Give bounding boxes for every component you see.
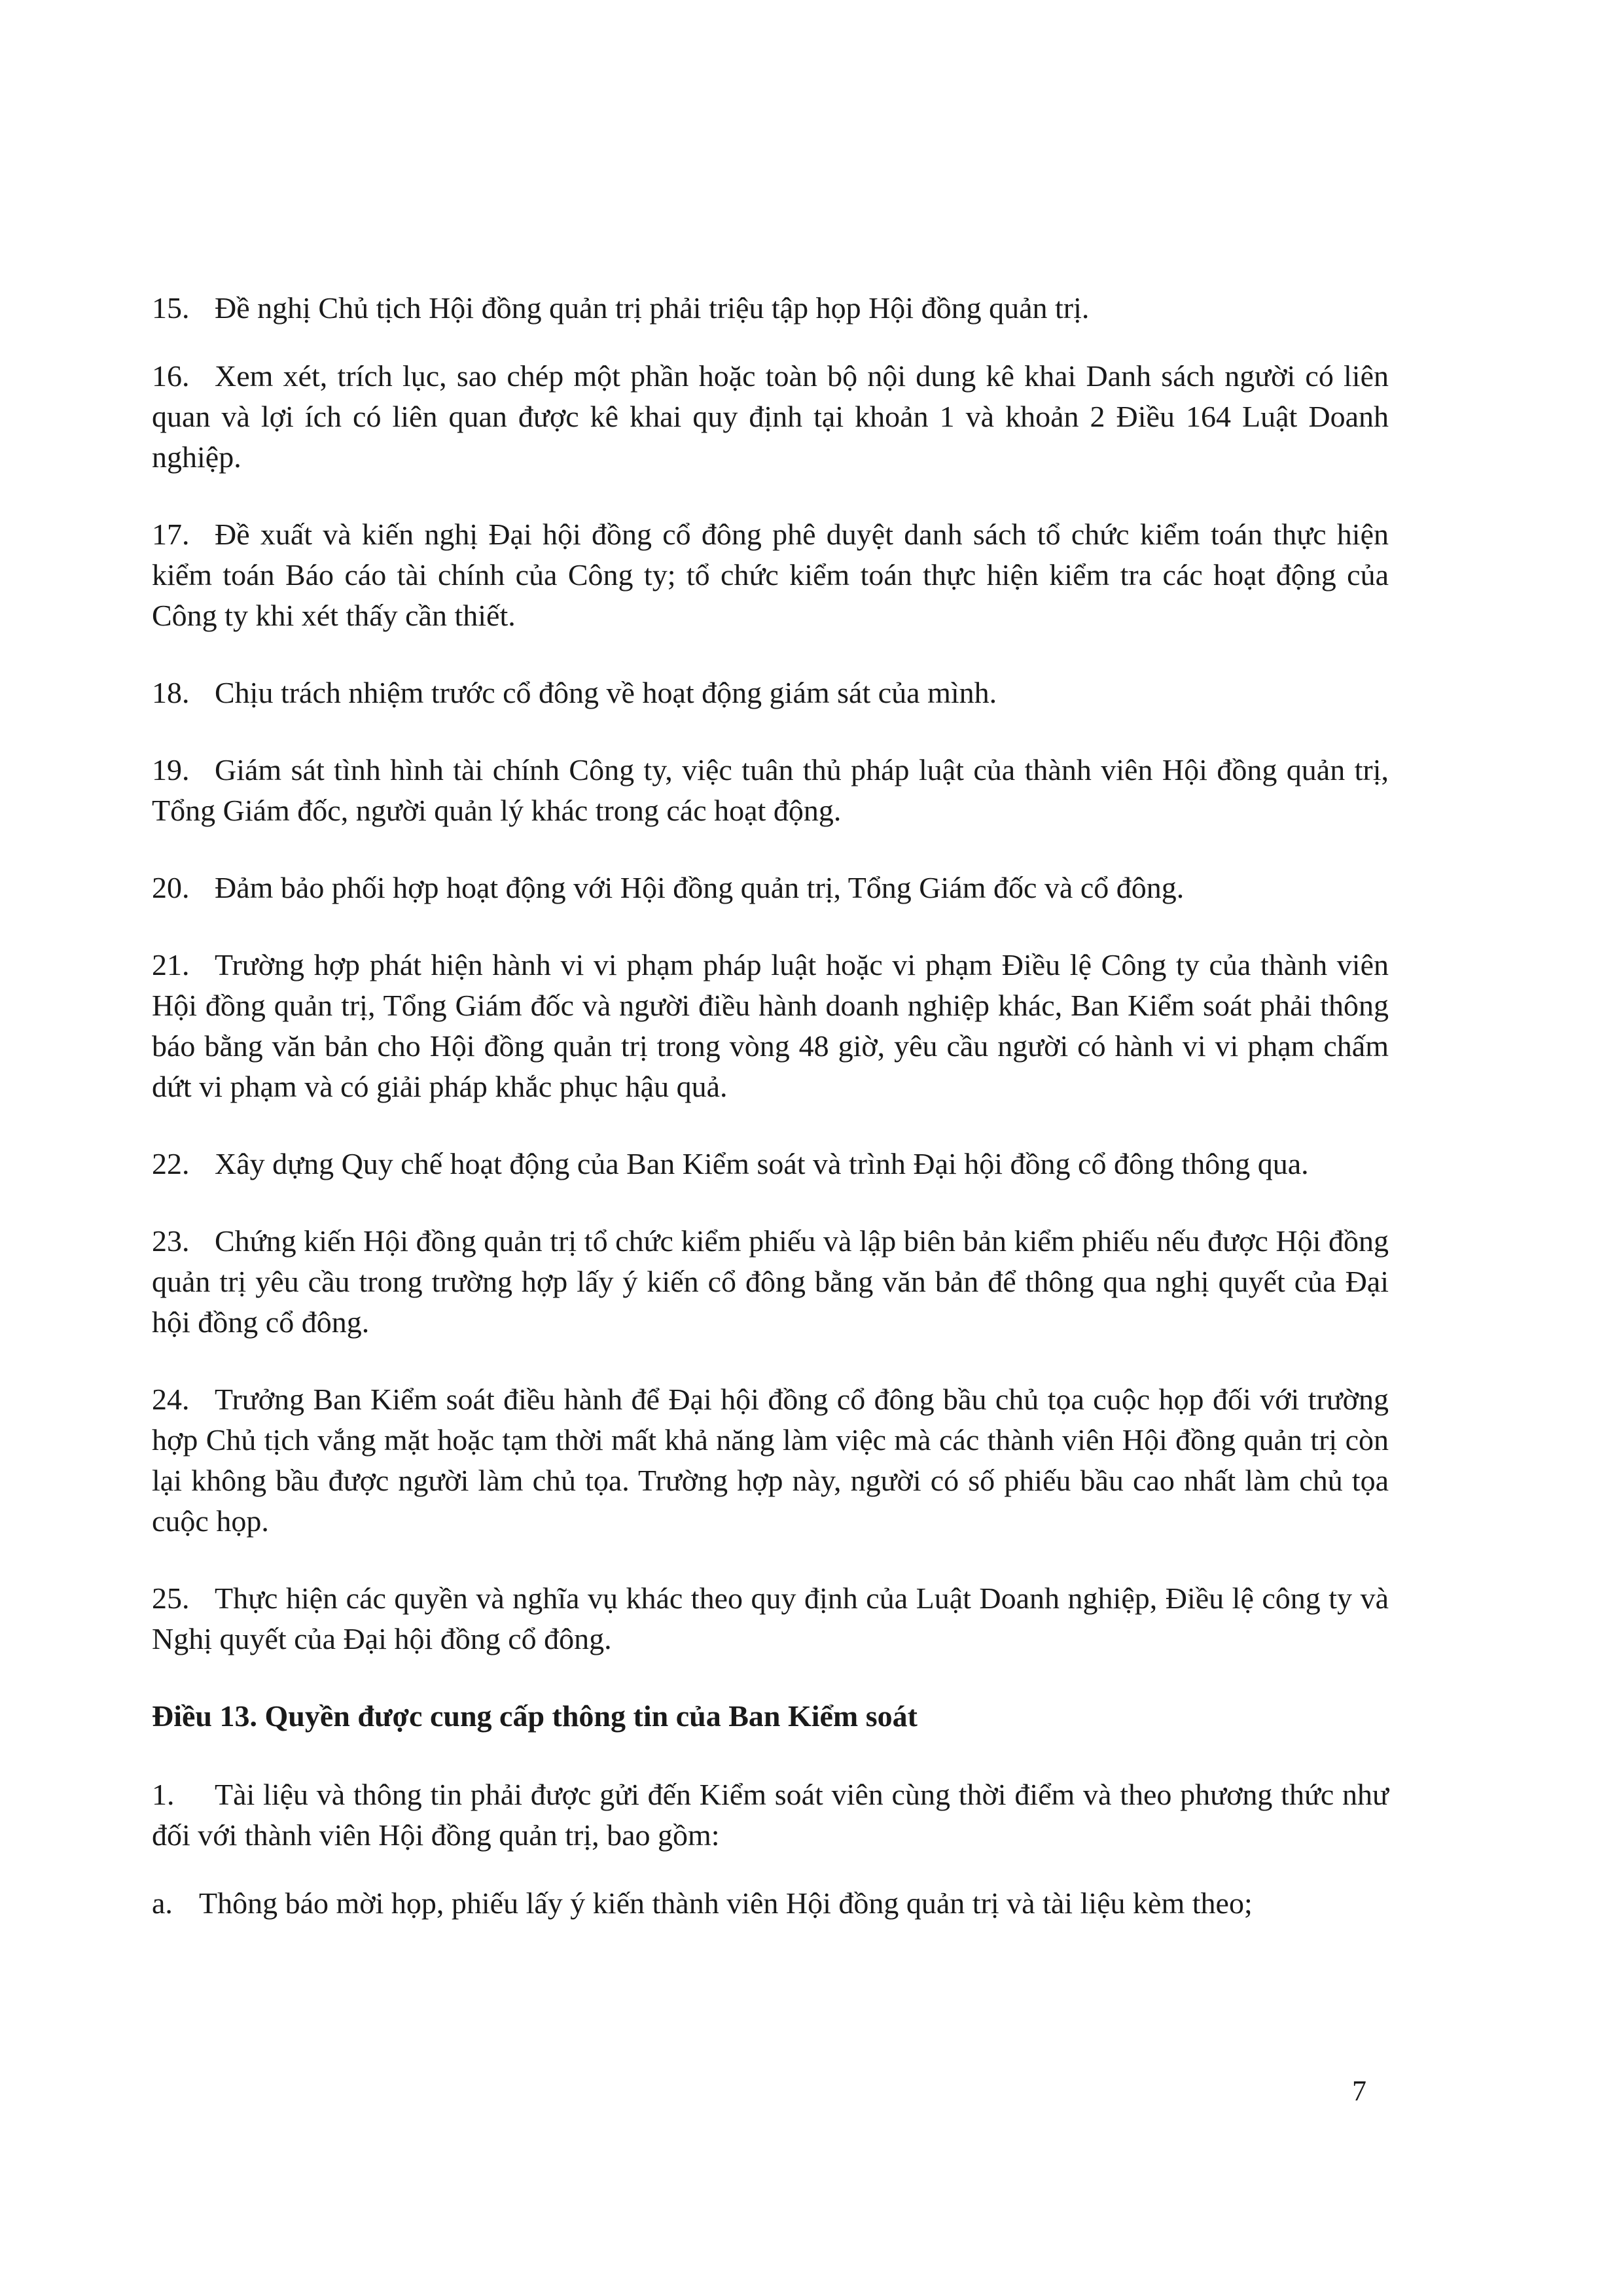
- item-text: Trường hợp phát hiện hành vi vi phạm pháp luật hoặc vi phạm Điều lệ Công ty của thành viên Hội đồng quản trị, Tổng Giám đốc và người điều hành doanh nghiệp khác, Ban Kiểm soát phải thông báo bằng văn bản cho Hội đồng quản trị trong vòng 48 giờ, yêu cầu người có hành vi vi phạm chấm dứt vi phạm và có giải pháp khắc phục hậu quả.: [152, 948, 1389, 1103]
- item-number: 17.: [152, 518, 190, 551]
- item-number: 22.: [152, 1147, 190, 1180]
- item-text: Đảm bảo phối hợp hoạt động với Hội đồng quản trị, Tổng Giám đốc và cổ đông.: [215, 871, 1185, 904]
- clause-text: Tài liệu và thông tin phải được gửi đến Kiểm soát viên cùng thời điểm và theo phương thức như đối với thành viên Hội đồng quản trị, bao gồm:: [152, 1778, 1389, 1852]
- item-number: 16.: [152, 359, 190, 393]
- article-heading: Điều 13. Quyền được cung cấp thông tin của Ban Kiểm soát: [152, 1699, 918, 1733]
- item-text: Giám sát tình hình tài chính Công ty, việc tuân thủ pháp luật của thành viên Hội đồng quản trị, Tổng Giám đốc, người quản lý khác trong các hoạt động.: [152, 753, 1389, 827]
- item-text: Đề xuất và kiến nghị Đại hội đồng cổ đông phê duyệt danh sách tổ chức kiểm toán thực hiện kiểm toán Báo cáo tài chính của Công ty; tổ chức kiểm toán thực hiện kiểm tra các hoạt động của Công ty khi xét thấy cần thiết.: [152, 518, 1389, 632]
- item-text: Trưởng Ban Kiểm soát điều hành để Đại hội đồng cổ đông bầu chủ tọa cuộc họp đối với trường hợp Chủ tịch vắng mặt hoặc tạm thời mất khả năng làm việc mà các thành viên Hội đồng quản trị còn lại không bầu được người làm chủ tọa. Trường hợp này, người có số phiếu bầu cao nhất làm chủ tọa cuộc họp.: [152, 1383, 1389, 1538]
- item-text: Xem xét, trích lục, sao chép một phần hoặc toàn bộ nội dung kê khai Danh sách người có liên quan và lợi ích có liên quan được kê khai quy định tại khoản 1 và khoản 2 Điều 164 Luật Doanh nghiệp.: [152, 359, 1389, 474]
- item-25: [152, 1578, 1389, 1659]
- clause-number: 1.: [152, 1778, 175, 1811]
- item-text: Đề nghị Chủ tịch Hội đồng quản trị phải triệu tập họp Hội đồng quản trị.: [215, 291, 1090, 325]
- item-number: 24.: [152, 1383, 190, 1416]
- item-number: 23.: [152, 1224, 190, 1258]
- clause-1: [152, 1775, 1389, 1856]
- item-23: [152, 1221, 1389, 1343]
- item-number: 18.: [152, 676, 190, 709]
- item-22: [152, 1144, 1389, 1184]
- item-19: [152, 750, 1389, 831]
- item-text: Thực hiện các quyền và nghĩa vụ khác theo quy định của Luật Doanh nghiệp, Điều lệ công ty và Nghị quyết của Đại hội đồng cổ đông.: [152, 1581, 1389, 1655]
- item-text: Chứng kiến Hội đồng quản trị tổ chức kiểm phiếu và lập biên bản kiểm phiếu nếu được Hội đồng quản trị yêu cầu trong trường hợp lấy ý kiến cổ đông bằng văn bản để thông qua nghị quyết của Đại hội đồng cổ đông.: [152, 1224, 1389, 1339]
- item-number: 21.: [152, 948, 190, 981]
- sub-item-a: [152, 1883, 1389, 1924]
- item-number: 15.: [152, 291, 190, 325]
- sub-item-letter: a.: [152, 1886, 173, 1920]
- item-15: [152, 288, 1389, 328]
- item-number: 20.: [152, 871, 190, 904]
- item-21: [152, 945, 1389, 1107]
- sub-item-text: Thông báo mời họp, phiếu lấy ý kiến thành viên Hội đồng quản trị và tài liệu kèm theo;: [199, 1886, 1253, 1920]
- item-18: [152, 673, 1389, 713]
- page-content: [152, 288, 1389, 1924]
- item-text: Chịu trách nhiệm trước cổ đông về hoạt động giám sát của mình.: [215, 676, 997, 709]
- item-24: [152, 1379, 1389, 1542]
- item-17: [152, 514, 1389, 636]
- item-16: [152, 356, 1389, 478]
- item-number: 19.: [152, 753, 190, 786]
- item-number: 25.: [152, 1581, 190, 1615]
- item-text: Xây dựng Quy chế hoạt động của Ban Kiểm soát và trình Đại hội đồng cổ đông thông qua.: [215, 1147, 1309, 1180]
- page-number: 7: [1352, 2075, 1366, 2107]
- item-20: [152, 868, 1389, 908]
